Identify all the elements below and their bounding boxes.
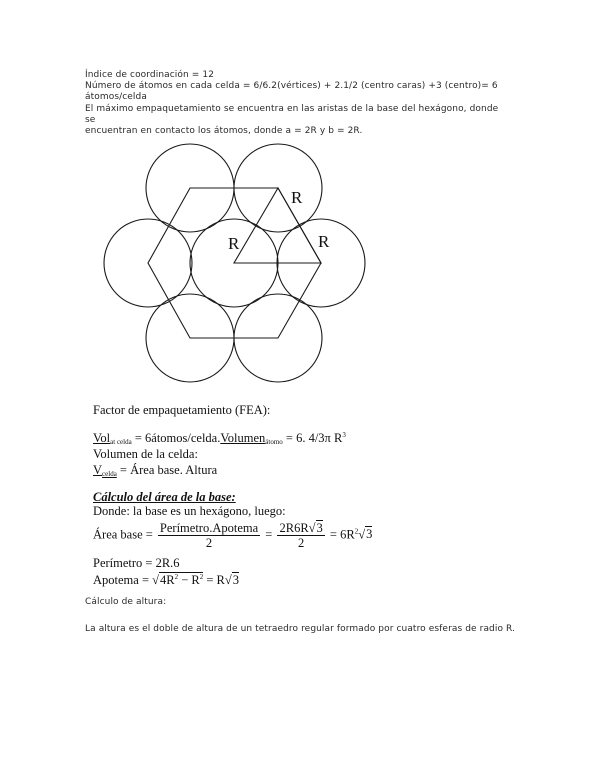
vol-at-celda-line — [93, 431, 346, 446]
apotema-exp2: 2 — [199, 573, 204, 581]
apotema-eq: = R — [203, 573, 225, 587]
packing-line: El máximo empaquetamiento se encuentra en las aristas de la base del hexágono, donde se — [85, 103, 499, 125]
area-formula: Área base = $\frac{\text{Perímetro.Apotema}}{2}$ = $\frac{2R6R√3}{2}$ = $6R^2√3$ — [93, 521, 373, 550]
radius-label-left: R — [228, 234, 240, 253]
area-fraction-1 — [158, 521, 260, 550]
vcelda-line — [93, 463, 217, 478]
radius-label-top: R — [291, 188, 303, 207]
hexagonal-packing-figure — [100, 140, 380, 400]
altura-text: La altura es el doble de altura de un tetraedro regular formado por cuatro esferas de radio R. — [85, 624, 516, 634]
triangle-outline — [234, 188, 321, 263]
apotema-exp1: 2 — [174, 573, 179, 581]
area-root: 3 — [366, 527, 373, 542]
coordination-index: Índice de coordinación = 12 — [85, 70, 215, 80]
vol-exp: 3 — [342, 431, 346, 439]
vol-word: Volumen — [220, 431, 266, 445]
vol-sub2: átomo — [265, 438, 283, 446]
area-exp: 2 — [354, 527, 359, 536]
area-num2: 2R6R√3 — [279, 521, 323, 535]
perimetro-line: Perímetro = 2R.6 — [93, 556, 180, 570]
atoms-per-cell-line: Número de átomos en cada celda = 6/6.2(vértices) + 2.1/2 (centro caras) +3 (centro)= 6 — [85, 81, 498, 92]
vol-eq-a: = 6átomos/celda. — [131, 431, 221, 445]
apotema-root-c: 3 — [232, 573, 239, 587]
vol-eq-b: = 6. 4/3π R — [282, 431, 343, 445]
area-num1: Perímetro.Apotema — [159, 521, 259, 535]
calc-altura-heading: Cálculo de altura: — [85, 597, 167, 607]
vcelda-sub: celda — [102, 470, 117, 478]
vcelda-label: V — [93, 463, 103, 477]
apotema-line: Apotema = $√4R^2 - R^2 = R√3$ — [93, 573, 239, 587]
atoms-per-cell-line-cont: átomos/celda — [85, 92, 147, 103]
area-title: Cálculo del área de la base: — [93, 490, 236, 504]
vcelda-eq: = Área base. Altura — [116, 463, 218, 477]
apotema-radicand — [159, 572, 203, 587]
vol-sub: at celda — [110, 438, 132, 446]
area-eq1: = — [265, 527, 273, 542]
area-label: Área base = — [93, 527, 153, 542]
packing-line-cont: encuentran en contacto los átomos, donde a = 2R y b = 2R. — [85, 126, 363, 137]
area-den1: 2 — [205, 536, 213, 550]
area-eq2: = 6R — [329, 527, 355, 542]
area-num2-b: 3 — [316, 521, 323, 535]
fea-title: Factor de empaquetamiento (FEA): — [93, 403, 271, 417]
vol-label: Vol — [93, 431, 111, 445]
donde-line: Donde: la base es un hexágono, luego: — [93, 504, 286, 518]
apotema-label: Apotema = — [93, 573, 149, 587]
intro-text — [85, 70, 505, 137]
apotema-root-b: − R — [178, 573, 200, 587]
area-num2-a: 2R6R — [279, 521, 309, 535]
area-den2: 2 — [298, 536, 305, 550]
area-fraction-2 — [277, 521, 324, 550]
radius-label-right: R — [318, 232, 330, 251]
vol-celda-title: Volumen de la celda: — [93, 447, 198, 461]
apotema-root-a: 4R — [160, 573, 175, 587]
